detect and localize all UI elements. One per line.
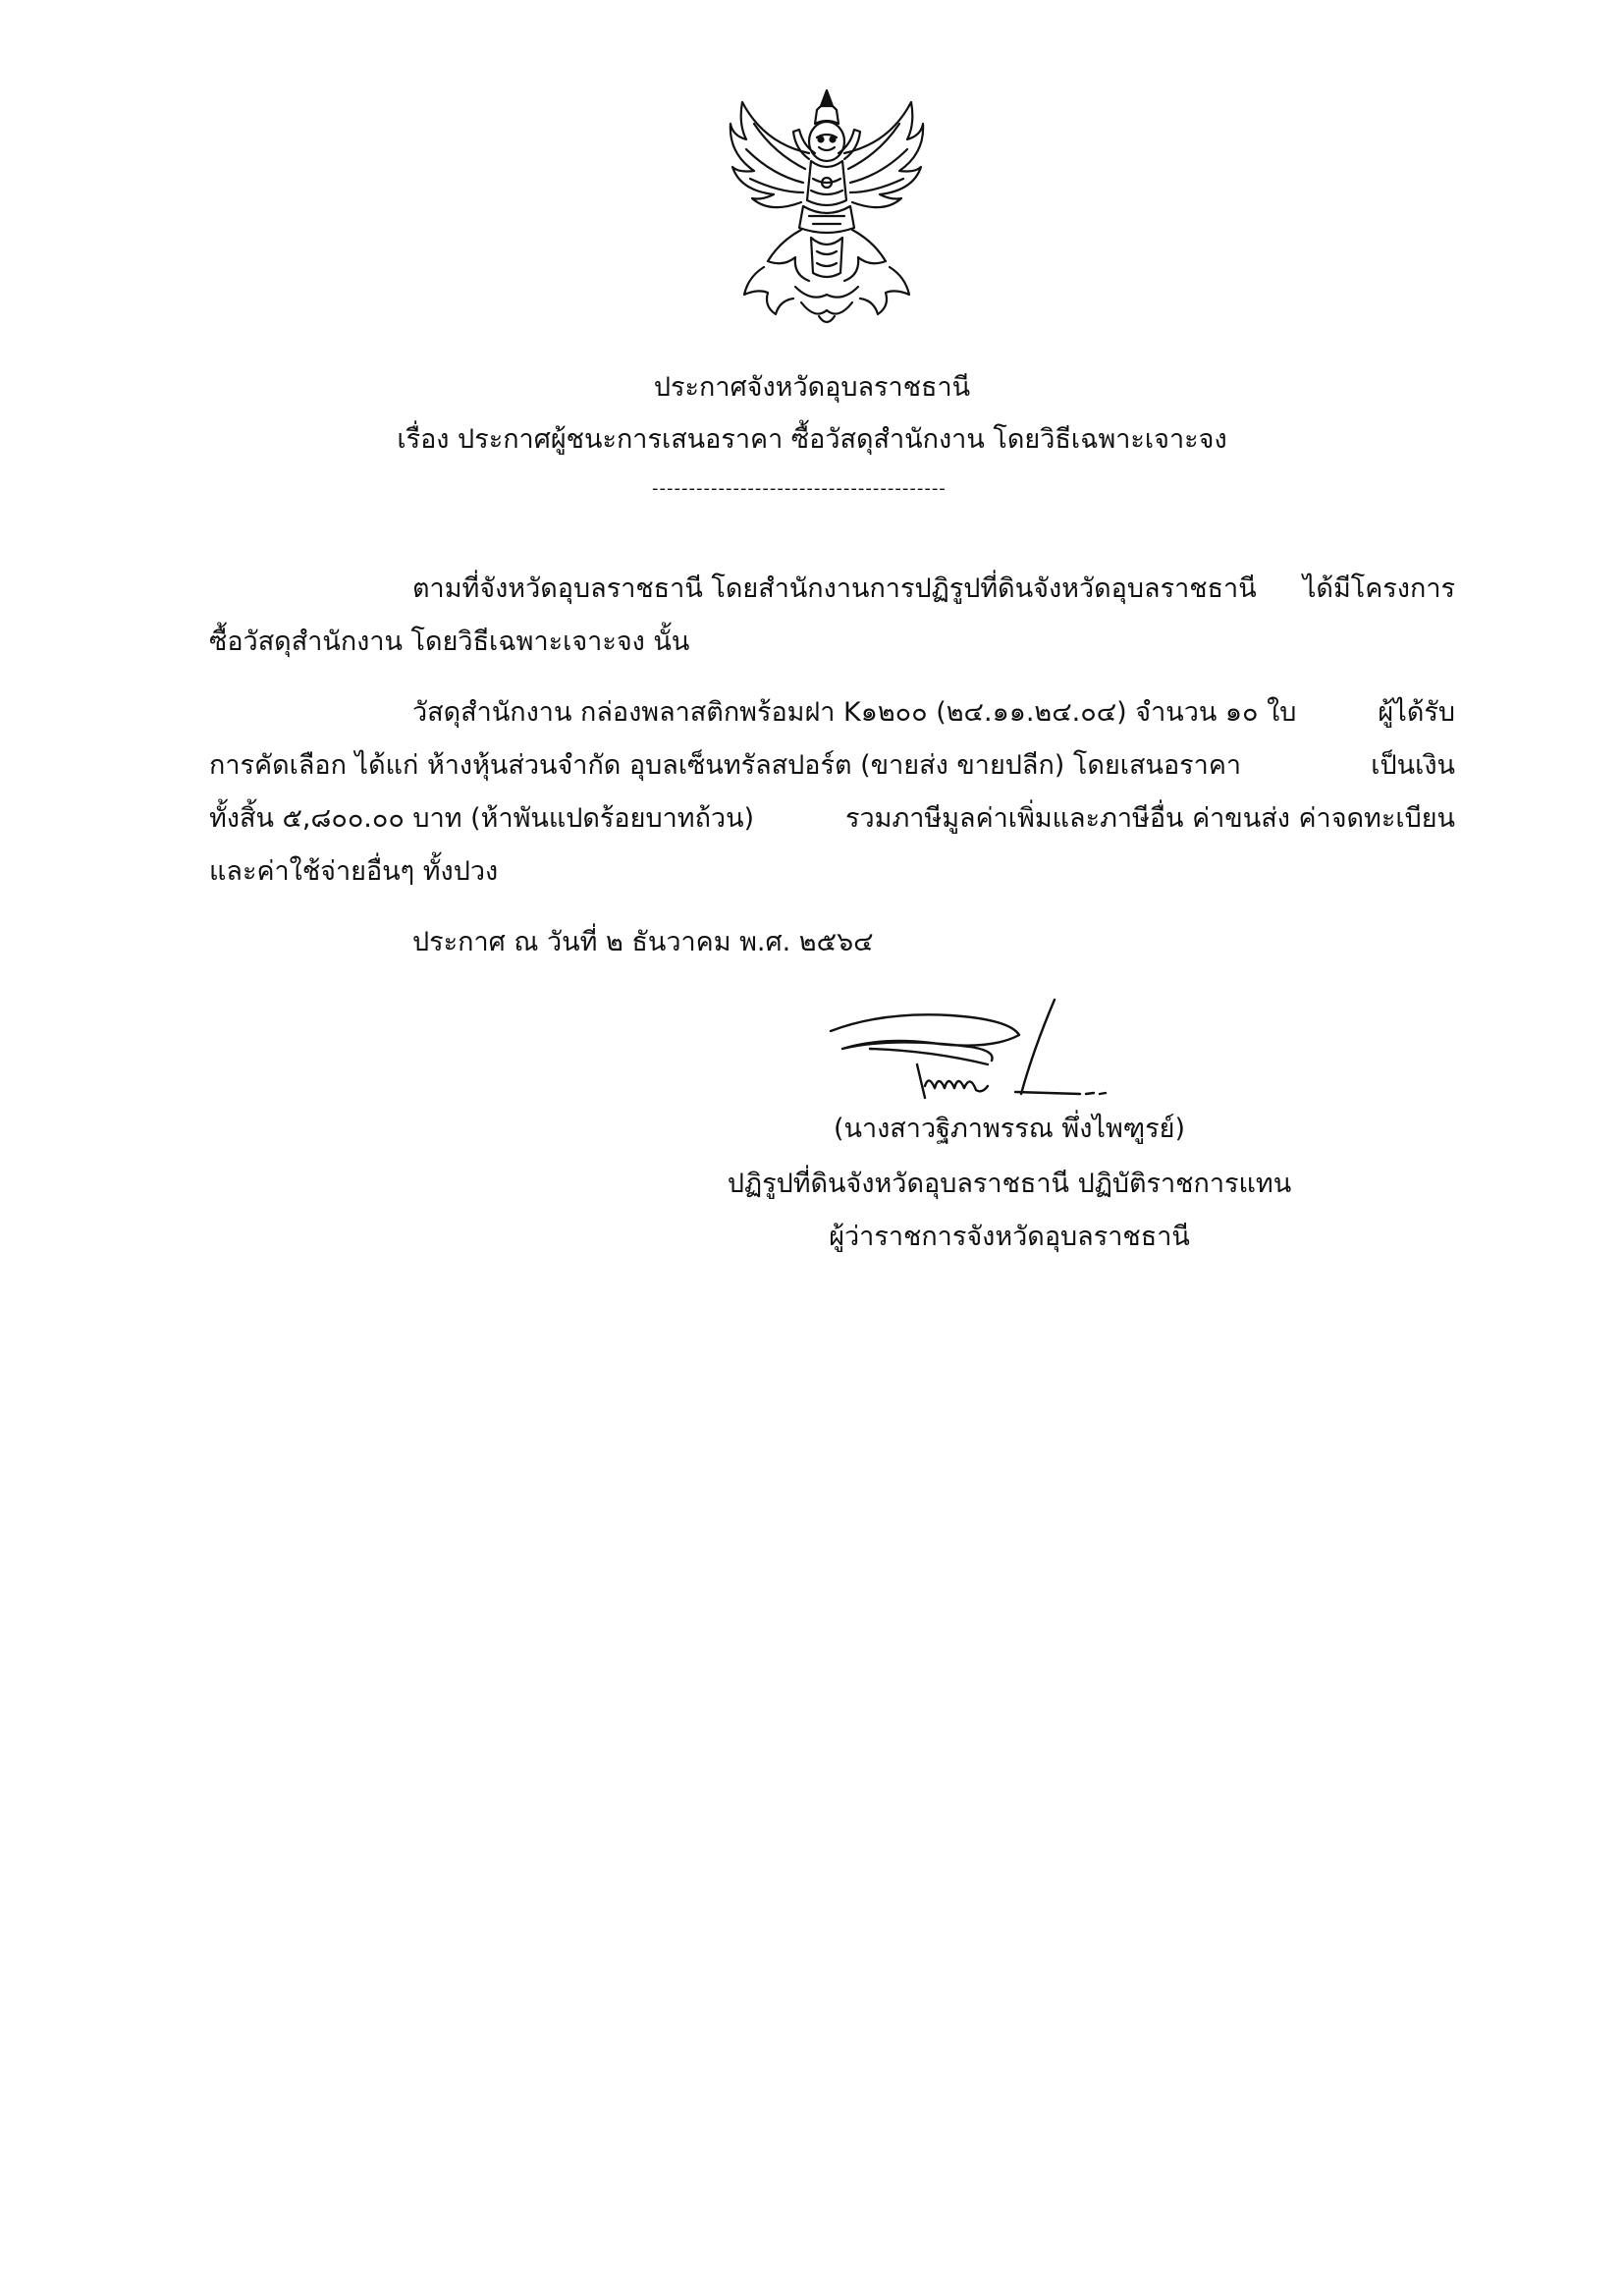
body-text: ได้มีโครงการ	[1302, 573, 1455, 604]
body-text: ทั้งสิ้น ๕,๘๐๐.๐๐ บาท (ห้าพันแปดร้อยบาทถ้วน)	[209, 803, 755, 834]
body-paragraph-1-line-2: ซื้อวัสดุสำนักงาน โดยวิธีเฉพาะเจาะจง นั้น	[209, 626, 690, 657]
signatory-title: ผู้ว่าราชการจังหวัดอุบลราชธานี	[829, 1222, 1190, 1252]
body-paragraph-2-line-1	[412, 693, 1455, 733]
body-paragraph-2-line-2	[209, 746, 1455, 786]
body-text: วัสดุสำนักงาน กล่องพลาสติกพร้อมฝา K๑๒๐๐ (๒๔.๑๑.๒๔.๐๔) จำนวน ๑๐ ใบ	[412, 697, 1297, 728]
announcement-subject: เรื่อง ประกาศผู้ชนะการเสนอราคา ซื้อวัสดุสำนักงาน โดยวิธีเฉพาะเจาะจง	[397, 424, 1227, 455]
body-paragraph-2-line-4: และค่าใช้จ่ายอื่นๆ ทั้งปวง	[209, 856, 499, 887]
signatory-position: ปฏิรูปที่ดินจังหวัดอุบลราชธานี ปฏิบัติราชการแทน	[727, 1169, 1292, 1199]
body-text: เป็นเงิน	[1371, 750, 1455, 781]
body-text: ผู้ได้รับ	[1378, 697, 1455, 728]
body-paragraph-2-line-3	[209, 799, 1455, 839]
signatory-name: (นางสาวฐิภาพรรณ พึ่งไพฑูรย์)	[833, 1114, 1186, 1144]
body-paragraph-1-line-1	[412, 570, 1455, 609]
garuda-emblem	[725, 84, 929, 330]
body-text: รวมภาษีมูลค่าเพิ่มและภาษีอื่น ค่าขนส่ง ค่าจดทะเบียน	[845, 803, 1455, 834]
announcement-date: ประกาศ ณ วันที่ ๒ ธันวาคม พ.ศ. ๒๕๖๔	[412, 927, 874, 957]
announcement-title: ประกาศจังหวัดอุบลราชธานี	[653, 372, 971, 403]
body-text: ตามที่จังหวัดอุบลราชธานี โดยสำนักงานการปฏิรูปที่ดินจังหวัดอุบลราชธานี	[412, 573, 1257, 604]
handwritten-signature	[823, 992, 1147, 1106]
body-text: การคัดเลือก ได้แก่ ห้างหุ้นส่วนจำกัด อุบลเซ็นทรัลสปอร์ต (ขายส่ง ขายปลีก) โดยเสนอราคา	[209, 750, 1242, 781]
title-divider: ----------------------------------------	[652, 479, 947, 499]
